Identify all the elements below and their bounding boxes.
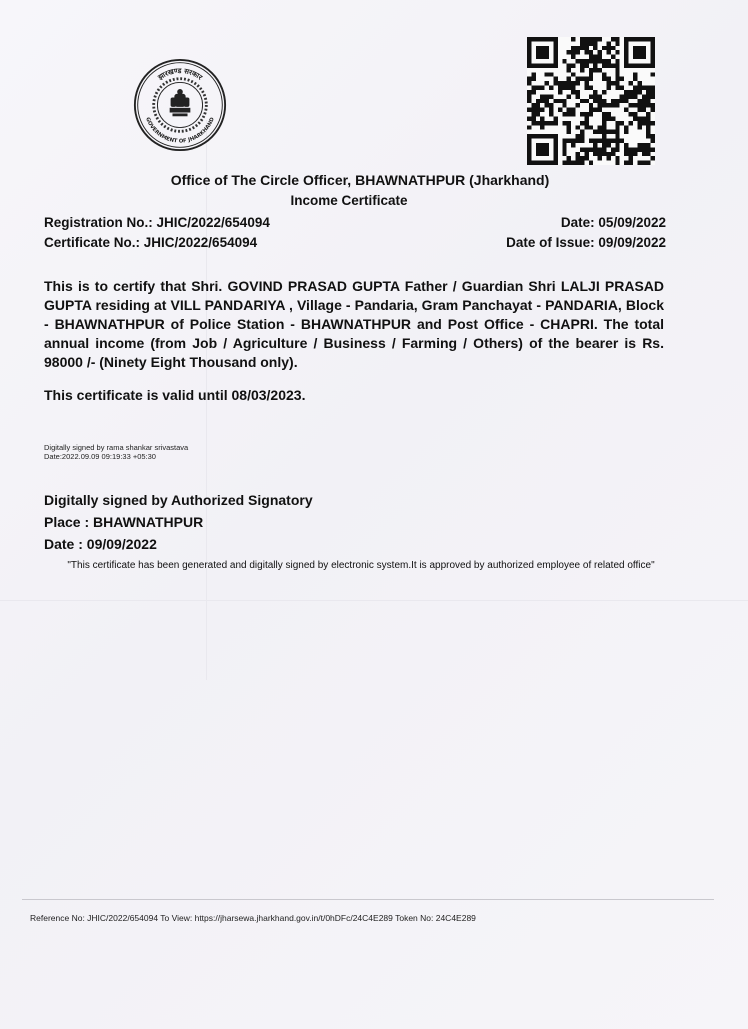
svg-text:GOVERNMENT OF JHARKHAND bbox=[144, 116, 216, 145]
signatory-place: Place : BHAWNATHPUR bbox=[44, 514, 204, 530]
validity-statement: This certificate is valid until 08/03/2023. bbox=[44, 387, 306, 403]
government-emblem-icon bbox=[133, 58, 227, 152]
certificate-type: Income Certificate bbox=[290, 193, 408, 208]
emblem-bottom-text: GOVERNMENT OF JHARKHAND bbox=[144, 116, 216, 145]
digital-signature-signer: Digitally signed by rama shankar srivastava bbox=[44, 443, 189, 452]
registration-number: Registration No.: JHIC/2022/654094 bbox=[44, 215, 270, 230]
certificate-number: Certificate No.: JHIC/2022/654094 bbox=[44, 235, 258, 250]
certificate-body: This is to certify that Shri. GOVIND PRASAD GUPTA Father / Guardian Shri LALJI PRASAD GUPTA residing at VILL PANDARIYA , Village - Pandaria, Gram Panchayat - PANDARIA, Block - BHAWNATHPUR of Police Station - BHAWNATHPUR and Post Office - CHAPRI. The total annual income (from Job / Agriculture / Business / Farming / Others) of the bearer is Rs. 98000 /- (Ninety Eight Thousand only). bbox=[44, 278, 664, 370]
signatory-date: Date : 09/09/2022 bbox=[44, 536, 157, 552]
office-title: Office of The Circle Officer, BHAWNATHPUR (Jharkhand) bbox=[170, 172, 550, 188]
svg-text:झारखण्ड सरकार bbox=[155, 66, 205, 82]
digital-signature-stamp bbox=[44, 443, 188, 461]
emblem-top-text: झारखण्ड सरकार bbox=[156, 66, 205, 82]
signatory-label: Digitally signed by Authorized Signatory bbox=[44, 492, 313, 508]
system-generated-note: "This certificate has been generated and digitally signed by electronic system.It is approved by authorized employee of related office" bbox=[67, 560, 655, 571]
date-of-issue: Date of Issue: 09/09/2022 bbox=[506, 235, 666, 250]
scan-fold-line bbox=[0, 600, 748, 601]
qr-code-icon bbox=[527, 37, 655, 165]
footer-divider bbox=[22, 899, 714, 900]
application-date: Date: 05/09/2022 bbox=[560, 215, 666, 230]
reference-line: Reference No: JHIC/2022/654094 To View: https://jharsewa.jharkhand.gov.in/t/0hDFc/24C4E289 Token No: 24C4E289 bbox=[30, 913, 476, 923]
digital-signature-timestamp: Date:2022.09.09 09:19:33 +05:30 bbox=[44, 452, 156, 461]
